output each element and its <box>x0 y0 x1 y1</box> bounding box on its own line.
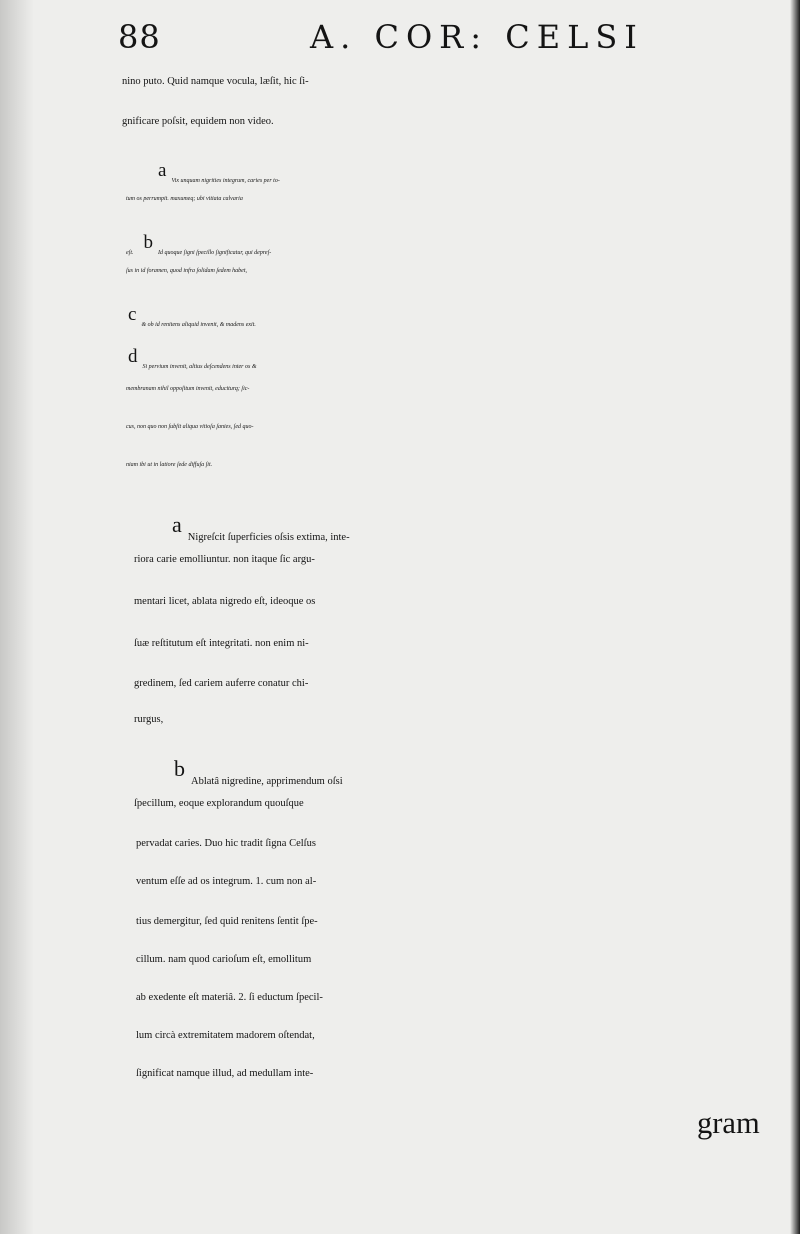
commentary-marker: a <box>172 512 182 537</box>
catchword: gram <box>697 1106 760 1140</box>
footnote-text: Si pervium invenit, altius deſcendens inter os & <box>142 364 257 370</box>
footnote-text: Id quoque ſigni ſpecillo ſignificatur, qui depreſ- <box>158 250 272 256</box>
footnote-line <box>0 424 800 430</box>
running-head: A. COR: CELSI <box>310 18 644 56</box>
commentary-text: pervadat caries. Duo hic tradit ſigna Celſus <box>136 838 316 849</box>
commentary-line <box>0 798 800 809</box>
footnote-line <box>0 386 800 392</box>
commentary-line <box>0 756 800 787</box>
commentary-text: Ablatâ nigredine, apprimendum oſsi <box>191 776 343 787</box>
commentary-line <box>0 916 800 927</box>
commentary-line <box>0 1068 800 1079</box>
text-line-content: gnificare poſsit, equidem non video. <box>122 116 274 127</box>
commentary-line <box>0 838 800 849</box>
footnote-text: niam ibi ut in latiore ſede diffuſa ſit. <box>126 462 213 468</box>
commentary-line <box>0 554 800 565</box>
commentary-text: tius demergitur, ſed quid renitens ſentit ſpe- <box>136 916 318 927</box>
footnote-text: tum os perrumpit. maxumeq; ubi vitiata calvaria <box>126 196 243 202</box>
footnote-line <box>0 346 800 370</box>
commentary-text: ſignificat namque illud, ad medullam inte- <box>136 1068 314 1079</box>
footnote-text: & ob id renitens aliquid invenit, & madens exit. <box>141 322 256 328</box>
footnote-text: cus, non quo non ſubſit aliqua vitioſa ſanies, ſed quo- <box>126 424 254 430</box>
commentary-text: ſuæ reſtitutum eſt integritati. non enim ni- <box>134 638 309 649</box>
footnote-line <box>0 160 800 184</box>
commentary-line <box>0 678 800 689</box>
commentary-text: rurgus, <box>134 714 164 725</box>
note-marker: a <box>158 160 167 181</box>
page-header <box>0 14 800 60</box>
commentary-line <box>0 992 800 1003</box>
text-line <box>0 116 800 127</box>
text-line <box>0 76 800 87</box>
footnote-text: membranam nihil oppoſitum invenit, educiturq; ſic- <box>126 386 250 392</box>
text-line-content: nino puto. Quid namque vocula, læſit, hic ſi- <box>122 76 309 87</box>
commentary-line <box>0 876 800 887</box>
commentary-line <box>0 954 800 965</box>
footnote-line <box>0 232 800 256</box>
commentary-text: riora carie emolliuntur. non itaque ſic argu- <box>134 554 315 565</box>
page-number: 88 <box>118 18 161 56</box>
footnote-text: Vix unquam nigrities integrum, caries per to- <box>171 178 280 184</box>
footnote-line <box>0 304 800 328</box>
commentary-line <box>0 714 800 725</box>
commentary-text: mentari licet, ablata nigredo eſt, ideoque os <box>134 596 316 607</box>
footnote-line <box>0 462 800 468</box>
commentary-line <box>0 512 800 543</box>
commentary-text: cillum. nam quod carioſum eſt, emollitum <box>136 954 312 965</box>
footnote-text: eſt. <box>126 250 134 256</box>
footnote-line <box>0 268 800 274</box>
commentary-text: ventum eſſe ad os integrum. 1. cum non al- <box>136 876 317 887</box>
commentary-line <box>0 596 800 607</box>
commentary-text: ab exedente eſt materiâ. 2. ſi eductum ſpecil- <box>136 992 323 1003</box>
note-marker: d <box>128 346 138 367</box>
note-marker: b <box>143 232 153 253</box>
commentary-line <box>0 1030 800 1041</box>
commentary-text: Nigreſcit ſuperficies oſsis extima, inte- <box>187 532 350 543</box>
footnote-line <box>0 196 800 202</box>
commentary-text: ſpecillum, eoque explorandum quouſque <box>134 798 304 809</box>
commentary-text: lum circà extremitatem madorem oſtendat, <box>136 1030 315 1041</box>
commentary-text: gredinem, ſed cariem auferre conatur chi- <box>134 678 309 689</box>
commentary-line <box>0 638 800 649</box>
note-marker: c <box>128 304 137 325</box>
commentary-marker: b <box>174 756 185 781</box>
footnote-text: ſus in id foramen, quod infra ſolidam ſedem habet, <box>126 268 247 274</box>
